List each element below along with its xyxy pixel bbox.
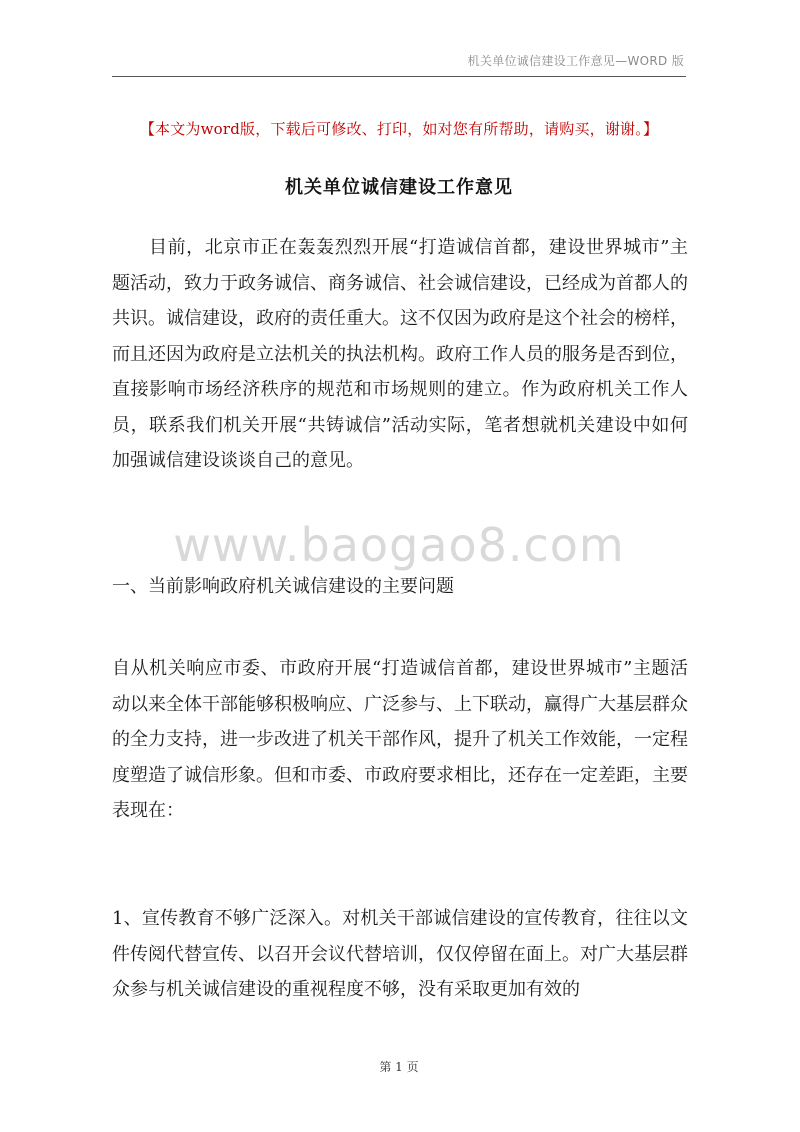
- site-watermark: www.baogao8.com: [173, 518, 625, 572]
- running-header: 机关单位诚信建设工作意见—WORD 版: [467, 54, 684, 68]
- document-title: 机关单位诚信建设工作意见: [285, 177, 513, 198]
- purchase-notice: 【本文为word版，下载后可修改、打印，如对您有所帮助，请购买，谢谢。】: [139, 120, 659, 138]
- body-paragraph-3: 1、宣传教育不够广泛深入。对机关干部诚信建设的宣传教育，往往以文件传阅代替宣传、以召开会议代替培训，仅仅停留在面上。对广大基层群众参与机关诚信建设的重视程度不够，没有采取更加有效的: [112, 908, 688, 1000]
- section-heading: 一、当前影响政府机关诚信建设的主要问题: [112, 576, 454, 597]
- header-divider: [112, 76, 686, 77]
- page-number: 第 1 页: [379, 1060, 419, 1074]
- body-paragraph-2: 自从机关响应市委、市政府开展“打造诚信首都，建设世界城市”主题活动以来全体干部能够积极响应、广泛参与、上下联动，赢得广大基层群众的全力支持，进一步改进了机关干部作风，提升了机关工作效能，一定程度塑造了诚信形象。但和市委、市政府要求相比，还存在一定差距，主要表现在：: [112, 658, 688, 821]
- intro-paragraph: 目前，北京市正在轰轰烈烈开展“打造诚信首都，建设世界城市”主题活动，致力于政务诚信、商务诚信、社会诚信建设，已经成为首都人的共识。诚信建设，政府的责任重大。这不仅因为政府是这个社会的榜样，而且还因为政府是立法机关的执法机构。政府工作人员的服务是否到位，直接影响市场经济秩序的规范和市场规则的建立。作为政府机关工作人员，联系我们机关开展“共铸诚信”活动实际，笔者想就机关建设中如何加强诚信建设谈谈自己的意见。: [112, 237, 688, 471]
